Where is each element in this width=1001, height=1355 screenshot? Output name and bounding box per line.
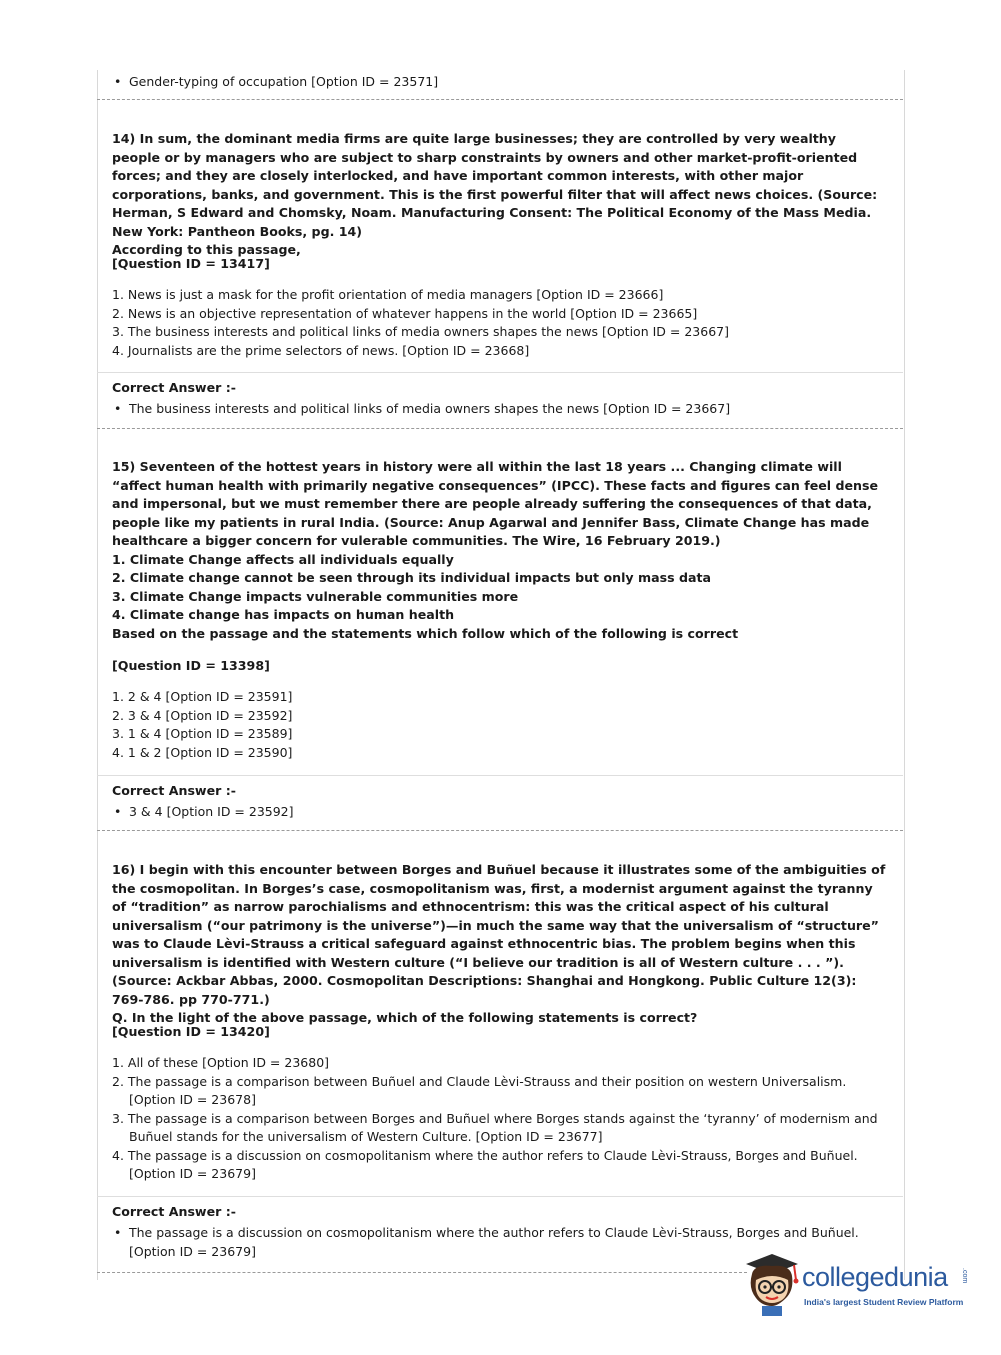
options-list bbox=[112, 286, 888, 360]
option: 2. The passage is a comparison between Buñuel and Claude Lèvi-Strauss and their position on western Universalism. [Option ID = 23678] bbox=[112, 1073, 847, 1107]
question-15 bbox=[112, 458, 888, 643]
divider bbox=[97, 1196, 903, 1197]
question-id bbox=[112, 657, 888, 675]
correct-answer-section bbox=[112, 782, 888, 822]
bullet-icon: • bbox=[114, 74, 122, 89]
option: 2. 3 & 4 [Option ID = 23592] bbox=[112, 707, 293, 723]
question-id-label: [Question ID = 13398] bbox=[112, 658, 270, 673]
option: 2. News is an objective representation of whatever happens in the world [Option ID = 23665] bbox=[112, 305, 698, 321]
dashed-separator bbox=[97, 830, 903, 831]
logo-suffix: .com bbox=[961, 1268, 968, 1284]
options-list bbox=[112, 1054, 888, 1184]
options-list bbox=[112, 688, 888, 762]
option: 4. Journalists are the prime selectors of news. [Option ID = 23668] bbox=[112, 342, 530, 358]
option: 1. All of these [Option ID = 23680] bbox=[112, 1055, 330, 1070]
dashed-separator bbox=[97, 99, 903, 100]
question-id bbox=[112, 1023, 888, 1041]
question-id bbox=[112, 255, 888, 273]
dashed-separator bbox=[97, 428, 903, 429]
question-text: 14) In sum, the dominant media firms are quite large businesses; they are controlled by very wealthy people or by managers who are subject to sharp constraints by owners and other market-profit-oriented forces; and they are closely interlocked, and have important common interests, with other major corporations, banks, and government. This is the first powerful filter that will affect news choices. (Source: Herman, S Edward and Chomsky, Noam. Manufacturing Consent: The Political Economy of the Mass Media. New York: Pantheon Books, pg. 14) According to this passage, bbox=[112, 131, 878, 257]
mascot-icon bbox=[742, 1250, 806, 1320]
option: 3. The business interests and political links of media owners shapes the news [Option ID = 23667] bbox=[112, 324, 729, 339]
correct-answer-section bbox=[112, 379, 888, 419]
bullet-icon: • bbox=[114, 1225, 122, 1240]
question-id-label: [Question ID = 13420] bbox=[112, 1024, 270, 1039]
bullet-icon: • bbox=[114, 804, 122, 819]
previous-answer-text: Gender-typing of occupation [Option ID = 23571] bbox=[129, 74, 439, 89]
divider bbox=[97, 372, 903, 373]
question-14 bbox=[112, 130, 888, 260]
correct-answer-heading: Correct Answer :- bbox=[112, 1204, 236, 1219]
question-text: 16) I begin with this encounter between Borges and Buñuel because it illustrates some of the ambiguities of the cosmopolitan. In Borges’s case, cosmopolitanism was, first, a modernist argument against the tyranny of “tradition” as narrow parochialisms and ethnocentrism: this was the critical aspect of his cultural universalism (“our patrimony is the universe”)—in much the same way that the universalism of “structure” was to Claude Lèvi-Strauss a critical safeguard against ethnocentric bias. The problem begins when this universalism is identified with Western culture (“I believe our tradition is all of Western culture . . . ”).(Source: Ackbar Abbas, 2000. Cosmopolitan Descriptions: Shanghai and Hongkong. Public Culture 12(3): 769-786. pp 770-771.) Q. In the light of the above passage, which of the following statements is correct? bbox=[112, 862, 886, 1025]
correct-answer-heading: Correct Answer :- bbox=[112, 783, 236, 798]
divider bbox=[97, 775, 903, 776]
logo-tagline: India's largest Student Review Platform bbox=[804, 1297, 964, 1307]
correct-answer-text: The business interests and political links of media owners shapes the news [Option ID = 23667] bbox=[129, 401, 731, 416]
option: 3. The passage is a comparison between Borges and Buñuel where Borges stands against the ‘tyranny’ of modernism and Buñuel stands for the universalism of Western Culture. [Option ID = 23677] bbox=[112, 1110, 878, 1144]
option: 1. News is just a mask for the profit orientation of media managers [Option ID = 23666] bbox=[112, 287, 664, 302]
logo-wordmark: collegedunia bbox=[802, 1262, 948, 1292]
option: 4. 1 & 2 [Option ID = 23590] bbox=[112, 744, 293, 760]
correct-answer-text: 3 & 4 [Option ID = 23592] bbox=[129, 804, 294, 819]
correct-answer-heading: Correct Answer :- bbox=[112, 380, 236, 395]
previous-correct-answer bbox=[112, 72, 909, 91]
question-16 bbox=[112, 861, 888, 1028]
option: 4. The passage is a discussion on cosmopolitanism where the author refers to Claude Lèvi-Strauss, Borges and Buñuel. [Option ID = 23679] bbox=[112, 1147, 858, 1181]
collegedunia-logo bbox=[742, 1250, 982, 1320]
option: 1. 2 & 4 [Option ID = 23591] bbox=[112, 689, 293, 704]
option: 3. 1 & 4 [Option ID = 23589] bbox=[112, 726, 293, 741]
dashed-separator bbox=[97, 1272, 747, 1273]
correct-answer-text: The passage is a discussion on cosmopolitanism where the author refers to Claude Lèvi-Strauss, Borges and Buñuel. [Option ID = 23679] bbox=[129, 1225, 859, 1259]
question-id-label: [Question ID = 13417] bbox=[112, 256, 270, 271]
bullet-icon: • bbox=[114, 401, 122, 416]
question-text: 15) Seventeen of the hottest years in history were all within the last 18 years ... Changing climate will “affect human health with primarily negative consequences” (IPCC). These facts and figures can feel dense and impersonal, but we must remember there are people already suffering the consequences of that data, people like my patients in rural India. (Source: Anup Agarwal and Jennifer Bass, Climate Change has made healthcare a bigger concern for vulerable communities. The Wire, 16 February 2019.) 1. Climate Change affects all individuals equally 2. Climate change cannot be seen through its individual impacts but only mass data 3. Climate Change impacts vulnerable communities more 4. Climate change has impacts on human health Based on the passage and the statements which follow which of the following is correct bbox=[112, 459, 879, 641]
